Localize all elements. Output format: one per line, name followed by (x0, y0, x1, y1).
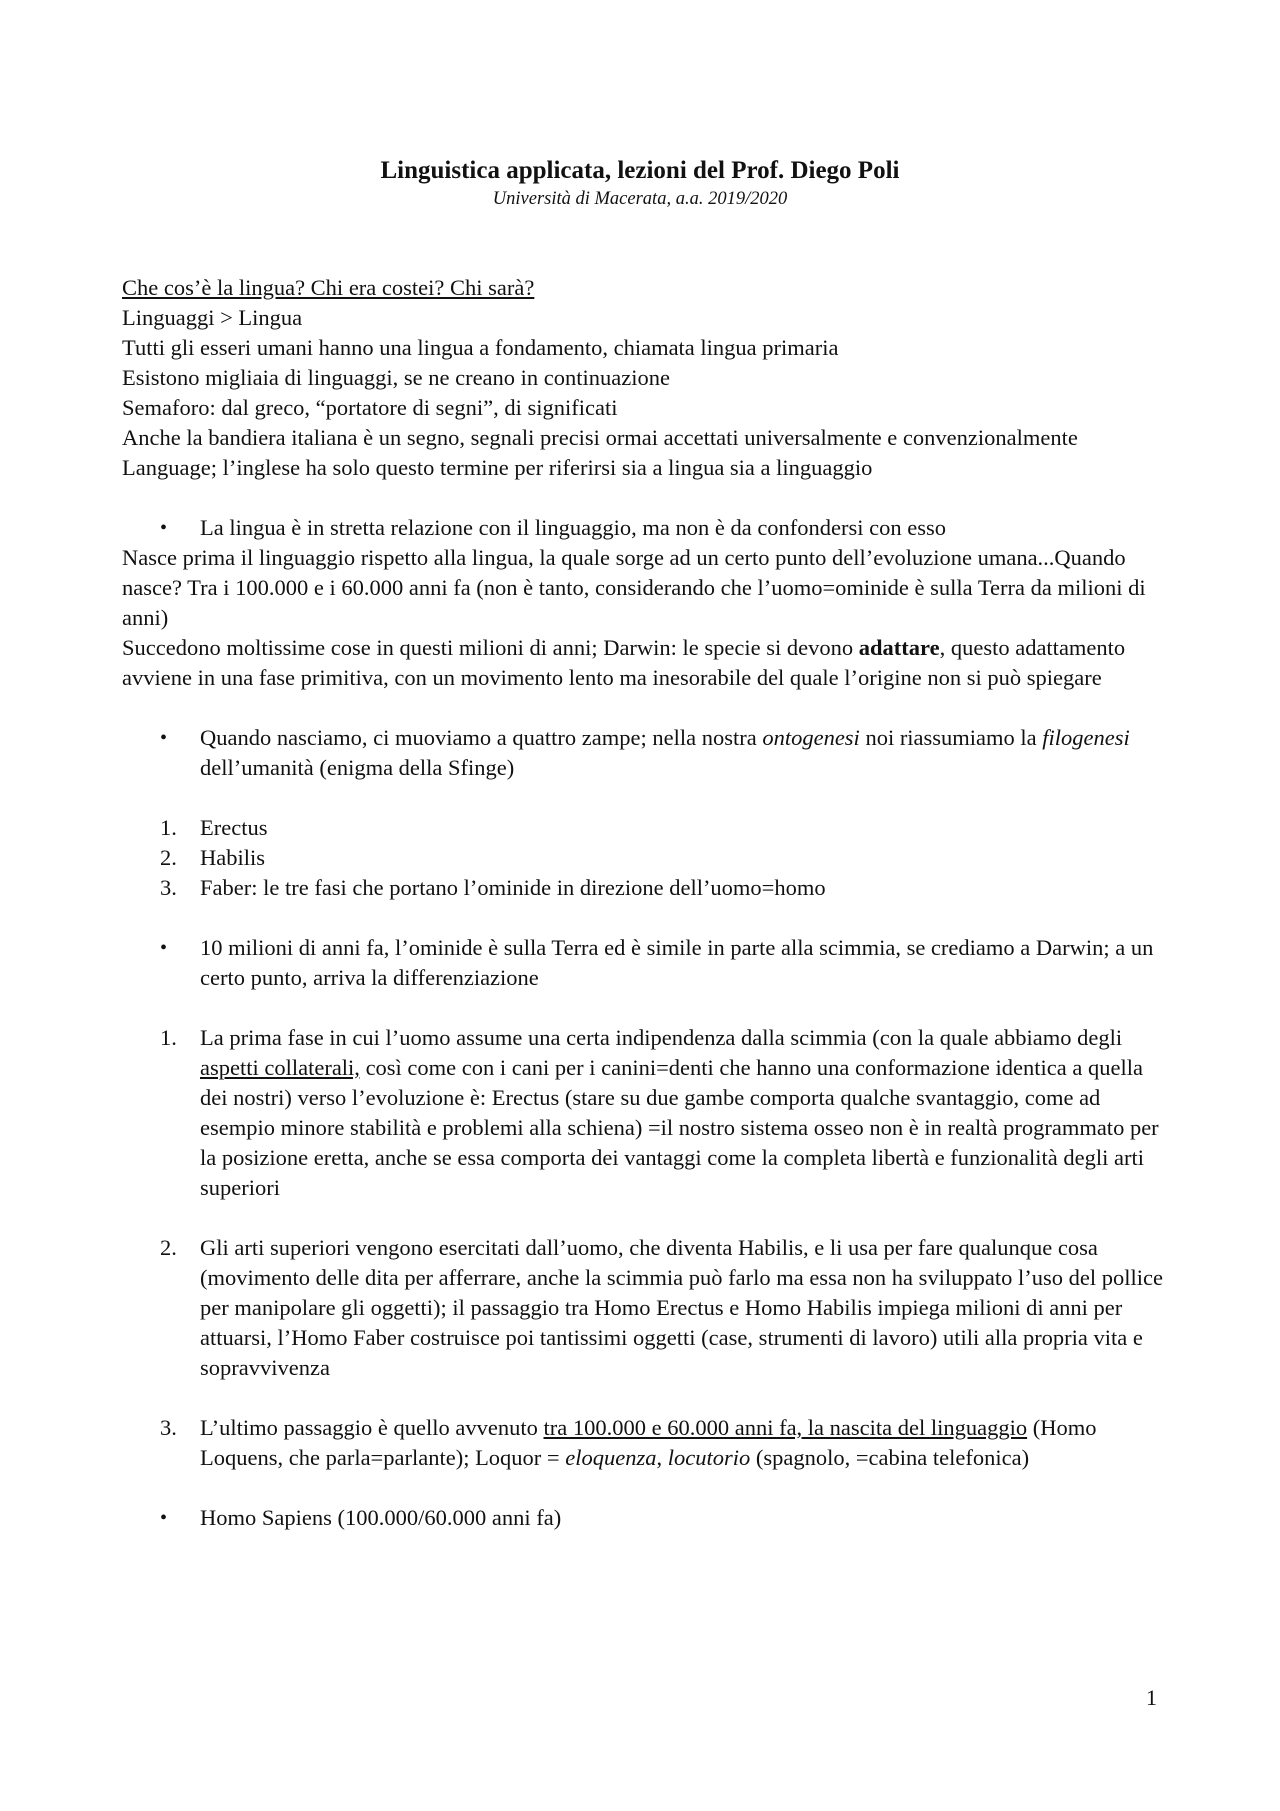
section-heading: Che cos’è la lingua? Chi era costei? Chi sarà? (122, 275, 535, 300)
underlined-phrase: tra 100.000 e 60.000 anni fa, la nascita del linguaggio (543, 1415, 1028, 1440)
list-number: 1. (160, 815, 177, 840)
spacer (122, 1473, 1167, 1503)
spacer (122, 693, 1167, 723)
list-text: (Homo Loquens, che parla=parlante); Loquor = (200, 1415, 1097, 1470)
list-number: 2. (160, 1235, 177, 1260)
list-text: così come con i cani per i canini=denti che hanno una conformazione identica a quella dei nostri) verso l’evoluzione è: Erectus (stare su due gambe comporta qualche svantaggio, come ad esempio minore stabilità e problemi alla schiena) =il nostro sistema osseo non è in realtà programmato per la posizione eretta, anche se essa comporta dei vantaggi come la completa libertà e funzionalità degli arti superiori (200, 1055, 1159, 1200)
spacer (122, 783, 1167, 813)
italic-term: filogenesi (1042, 725, 1130, 750)
list-text: Gli arti superiori vengono esercitati dall’uomo, che diventa Habilis, e li usa per fare qualunque cosa (movimento delle dita per afferrare, anche la scimmia può farlo ma essa non ha sviluppato l’uso del pollice per manipolare gli oggetti); il passaggio tra Homo Erectus e Homo Habilis impiega milioni di anni per attuarsi, l’Homo Faber costruisce poi tantissimi oggetti (case, strumenti di lavoro) utili alla propria vita e sopravvivenza (200, 1235, 1164, 1380)
page-number: 1 (1146, 1685, 1157, 1710)
underlined-phrase: aspetti collaterali, (200, 1055, 360, 1080)
spacer (122, 483, 1167, 513)
italic-term: eloquenza (565, 1445, 657, 1470)
list-number: 2. (160, 845, 177, 870)
list-text: L’ultimo passaggio è quello avvenuto (200, 1415, 544, 1440)
bullet-marker: • (160, 727, 168, 749)
bullet-item (122, 723, 1167, 783)
bullet-text: noi riassumiamo la (859, 725, 1043, 750)
bold-term: adattare (858, 635, 940, 660)
intro-line: Semaforo: dal greco, “portatore di segni”, di significati (122, 395, 618, 420)
list-text: La prima fase in cui l’uomo assume una certa indipendenza dalla scimmia (con la quale abbiamo degli (200, 1025, 1123, 1050)
intro-line: Esistono migliaia di linguaggi, se ne creano in continuazione (122, 365, 670, 390)
bullet-text: dell’umanità (enigma della Sfinge) (200, 755, 515, 780)
bullet-marker: • (160, 937, 168, 959)
bullet-item (122, 513, 1167, 543)
list-number: 3. (160, 875, 177, 900)
numbered-item (122, 843, 1167, 873)
italic-term: ontogenesi (762, 725, 860, 750)
italic-term: locutorio (667, 1445, 751, 1470)
bullet-marker: • (160, 517, 168, 539)
list-text: Faber: le tre fasi che portano l’ominide in direzione dell’uomo=homo (200, 875, 826, 900)
list-text: Habilis (200, 845, 265, 870)
numbered-item (122, 1233, 1167, 1383)
list-text: , (656, 1445, 668, 1470)
document-body (122, 273, 1167, 1533)
bullet-text: Homo Sapiens (100.000/60.000 anni fa) (200, 1505, 562, 1530)
paragraph: Nasce prima il linguaggio rispetto alla lingua, la quale sorge ad un certo punto dell’evoluzione umana...Quando nasce? Tra i 100.000 e i 60.000 anni fa (non è tanto, considerando che l’uomo=ominide è sulla Terra da milioni di anni) (122, 545, 1146, 630)
numbered-item (122, 813, 1167, 843)
paragraph (122, 633, 1167, 693)
spacer (122, 1203, 1167, 1233)
intro-line: Language; l’inglese ha solo questo termine per riferirsi sia a lingua sia a linguaggio (122, 455, 873, 480)
spacer (122, 903, 1167, 933)
document-subtitle: Università di Macerata, a.a. 2019/2020 (492, 189, 788, 209)
spacer (122, 993, 1167, 1023)
numbered-item (122, 1023, 1167, 1203)
bullet-text: La lingua è in stretta relazione con il linguaggio, ma non è da confondersi con esso (200, 515, 947, 540)
paragraph-text: , questo adattamento avviene in una fase primitiva, con un movimento lento ma inesorabile del quale l’origine non si può spiegare (122, 635, 1126, 690)
numbered-item (122, 873, 1167, 903)
bullet-item (122, 1503, 1167, 1533)
numbered-item (122, 1413, 1167, 1473)
intro-line: Linguaggi > Lingua (122, 305, 303, 330)
list-text: Erectus (200, 815, 268, 840)
bullet-item (122, 933, 1167, 993)
intro-line: Tutti gli esseri umani hanno una lingua a fondamento, chiamata lingua primaria (122, 335, 839, 360)
bullet-text: 10 milioni di anni fa, l’ominide è sulla Terra ed è simile in parte alla scimmia, se crediamo a Darwin; a un certo punto, arriva la differenziazione (200, 935, 1154, 990)
list-number: 3. (160, 1415, 177, 1440)
spacer (122, 1383, 1167, 1413)
list-text: (spagnolo, =cabina telefonica) (750, 1445, 1030, 1470)
bullet-marker: • (160, 1507, 168, 1529)
bullet-text: Quando nasciamo, ci muoviamo a quattro zampe; nella nostra (200, 725, 763, 750)
paragraph-text: Succedono moltissime cose in questi milioni di anni; Darwin: le specie si devono (122, 635, 859, 660)
document-title: Linguistica applicata, lezioni del Prof. Diego Poli (380, 157, 900, 184)
list-number: 1. (160, 1025, 177, 1050)
title-block (0, 154, 1280, 210)
intro-line: Anche la bandiera italiana è un segno, segnali precisi ormai accettati universalmente e convenzionalmente (122, 425, 1078, 450)
